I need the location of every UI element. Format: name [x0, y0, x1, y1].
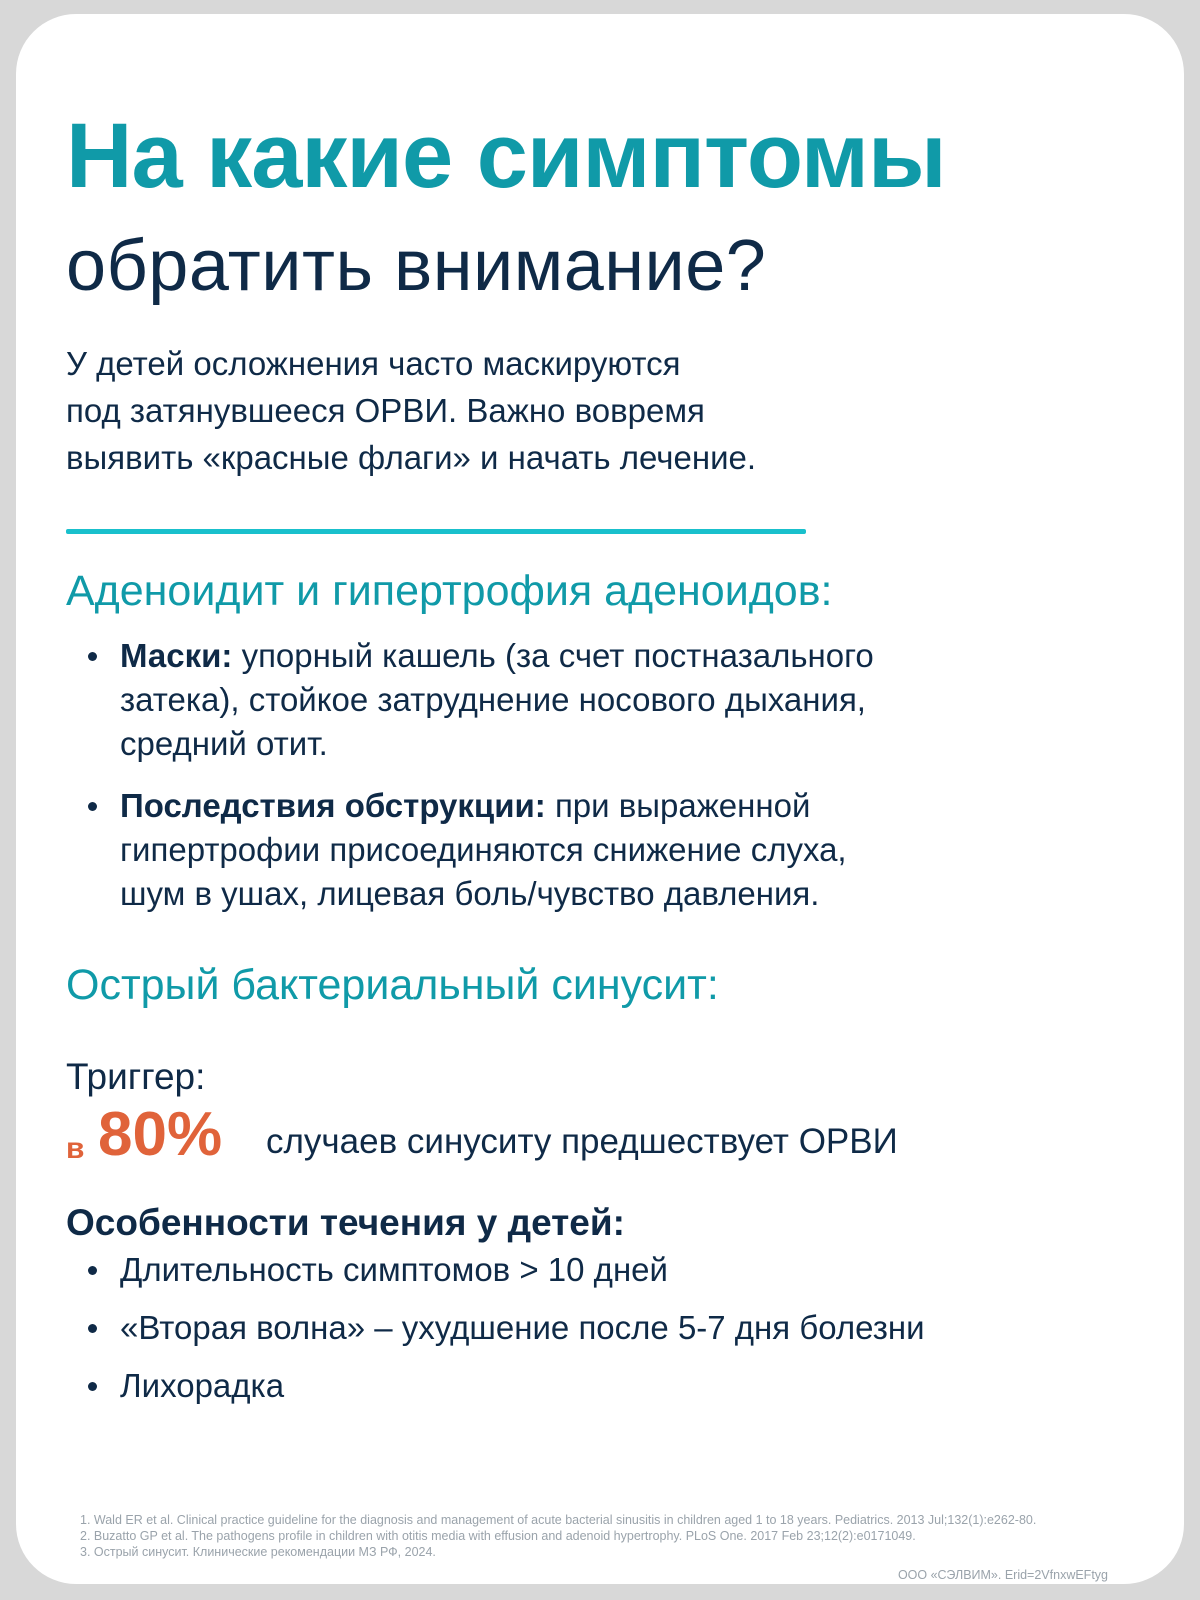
stat-prefix: в: [66, 1132, 85, 1165]
bullet-label: Последствия обструкции:: [120, 787, 546, 824]
reference-item: 1. Wald ER et al. Clinical practice guideline for the diagnosis and management of acute bacterial sinusitis in children aged 1 to 18 years. Pediatrics. 2013 Jul;132(1):e262-80.: [80, 1513, 1037, 1527]
list-item: [66, 1306, 1126, 1350]
trigger-label: Триггер:: [66, 1056, 206, 1097]
page-title: На какие симптомы: [66, 105, 946, 207]
adenoid-section-heading: Аденоидит и гипертрофия аденоидов:: [66, 567, 833, 615]
intro-line: У детей осложнения часто маскируются: [66, 345, 681, 382]
intro-line: выявить «красные флаги» и начать лечение.: [66, 439, 757, 476]
stat-description: случаев синуситу предшествует ОРВИ: [266, 1122, 898, 1161]
adenoid-bullet-list: [66, 634, 1126, 916]
list-item: [66, 634, 1126, 766]
list-item: [66, 1248, 1126, 1292]
intro-line: под затянувшееся ОРВИ. Важно вовремя: [66, 392, 705, 429]
reference-item: 3. Острый синусит. Клинические рекомендации МЗ РФ, 2024.: [80, 1545, 436, 1559]
bullet-text: «Вторая волна» – ухудшение после 5-7 дня болезни: [120, 1309, 925, 1346]
divider-line: [66, 529, 806, 534]
list-item: [66, 784, 1126, 916]
bullet-text: шум в ушах, лицевая боль/чувство давления.: [120, 875, 820, 912]
bullet-text: Длительность симптомов > 10 дней: [120, 1251, 668, 1288]
references-list: [80, 1512, 1036, 1560]
bullet-text: затека), стойкое затруднение носового дыхания,: [120, 681, 866, 718]
bullet-dot-icon: [88, 1382, 97, 1391]
intro-paragraph: [66, 340, 946, 481]
trigger-stat: [66, 1100, 1116, 1169]
bullet-text: гипертрофии присоединяются снижение слуха,: [120, 831, 847, 868]
list-item: [66, 1364, 1126, 1408]
sinusitis-section-heading: Острый бактериальный синусит:: [66, 961, 719, 1009]
bullet-text: при выраженной: [554, 787, 811, 824]
bullet-label: Маски:: [120, 637, 233, 674]
features-heading: Особенности течения у детей:: [66, 1202, 625, 1243]
stat-percentage: 80%: [98, 1100, 223, 1169]
bullet-dot-icon: [88, 1324, 97, 1333]
features-bullet-list: [66, 1248, 1126, 1408]
info-card: [16, 14, 1184, 1584]
bullet-dot-icon: [88, 802, 97, 811]
reference-item: 2. Buzatto GP et al. The pathogens profile in children with otitis media with effusion and adenoid hypertrophy. PLoS One. 2017 Feb 23;12(2):e0171049.: [80, 1529, 916, 1543]
bullet-text: упорный кашель (за счет постназального: [241, 637, 874, 674]
page-subtitle: обратить внимание?: [66, 226, 767, 306]
bullet-dot-icon: [88, 652, 97, 661]
bullet-dot-icon: [88, 1266, 97, 1275]
bullet-text: Лихорадка: [120, 1367, 285, 1404]
bullet-text: средний отит.: [120, 725, 328, 762]
advertiser-note: ООО «СЭЛВИМ». Erid=2VfnxwEFtyg: [897, 1568, 1108, 1582]
